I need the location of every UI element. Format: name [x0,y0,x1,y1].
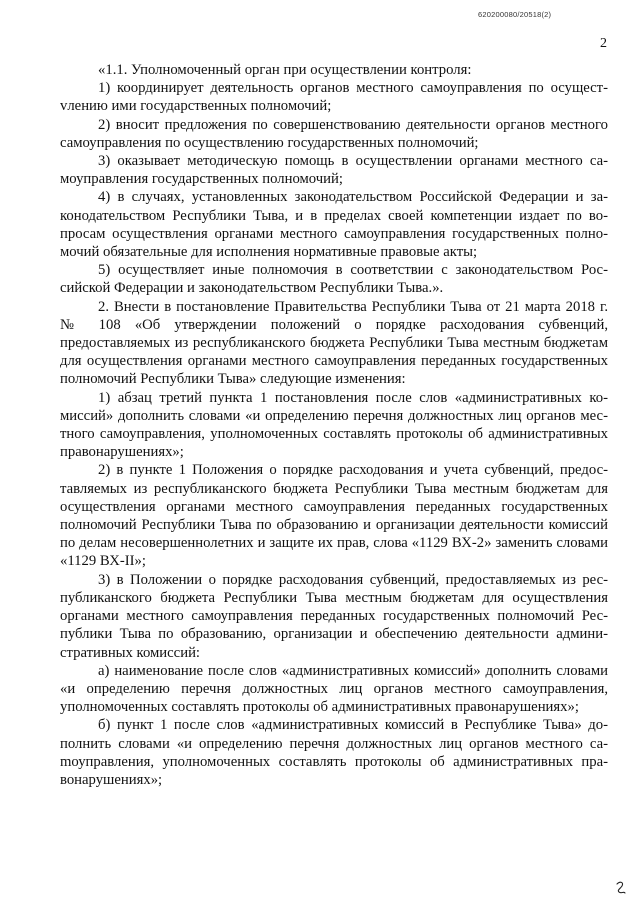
paragraph-item-1: 1) координирует деятельность органов местного самоуправления по осущестvлению ими государственных полномочий; [60,80,608,115]
paragraph-item-2: 2) вносит предложения по совершенствованию деятельности органов местного самоуправления по осуществлению государственных полномочий; [60,116,608,151]
paragraph-section-2: 2. Внести в постановление Правительства Республики Тыва от 21 марта 2018 г. № 108 «Об утверждении положений о порядке расходования субвенций, предоставляемых из республиканского бюджета Республики Тыва местным бюджетам для осуществления органами местного самоуправления переданных государственных полномочий Республики Тыва» следующие изменения: [60,298,608,388]
paragraph-amendment-2: 2) в пункте 1 Положения о порядке расходования и учета субвенций, предоставляемых из республиканского бюджета Республики Тыва местным бюджетам для осуществления органами местного самоуправления переданных государственных полномочий Республики Тыва по образованию и организации деятельности комиссий по делам несовершеннолетних и защите их прав, слова «1129 ВХ-2» заменить словами «1129 ВХ-II»; [60,462,608,570]
paragraph-amendment-3a: а) наименование после слов «административных комиссий» дополнить словами «и определению перечня должностных лиц органов местного самоуправления, уполномоченных составлять протоколы об административных правонарушениях»; [60,662,608,716]
paragraph-item-5: 5) осуществляет иные полномочия в соответствии с законодательством Российской Федерации и законодательством Республики Тыва.». [60,262,608,297]
paragraph-amendment-3: 3) в Положении о порядке расходования субвенций, предоставляемых из республиканского бюджета Республики Тыва местным бюджетам для осуществления органами местного самоуправления переданных государственных полномочий Республики Тыва по образованию, организации и обеспечению деятельности административных комиссий: [60,571,608,661]
paragraph-item-4: 4) в случаях, установленных законодательством Российской Федерации и законодательством Республики Тыва, и в пределах своей компетенции издает по вопросам осуществления органами местного самоуправления государственных полномочий обязательные для исполнения нормативные правовые акты; [60,189,608,261]
document-id: 620200080/20518(2) [478,10,552,19]
paragraph-item-3: 3) оказывает методическую помощь в осуществлении органами местного самоуправления государственных полномочий; [60,153,608,188]
paragraph-amendment-3b: б) пункт 1 после слов «административных комиссий в Республике Тыва» дополнить словами «и определению перечня должностных лиц органов местного саmоуправления, уполномоченных составлять протоколы об административных правонарушениях»; [60,717,608,788]
document-body [60,61,608,789]
handwritten-mark-icon [614,880,628,896]
page-number: 2 [600,36,607,51]
paragraph-amendment-1: 1) абзац третий пункта 1 постановления после слов «административных комиссий» дополнить словами «и определению перечня должностных лиц органов местного самоуправления, уполномоченных составлять протоколы об административных правонарушениях»; [60,389,608,461]
paragraph-1-1-intro: «1.1. Уполномоченный орган при осуществлении контроля: [98,62,472,78]
